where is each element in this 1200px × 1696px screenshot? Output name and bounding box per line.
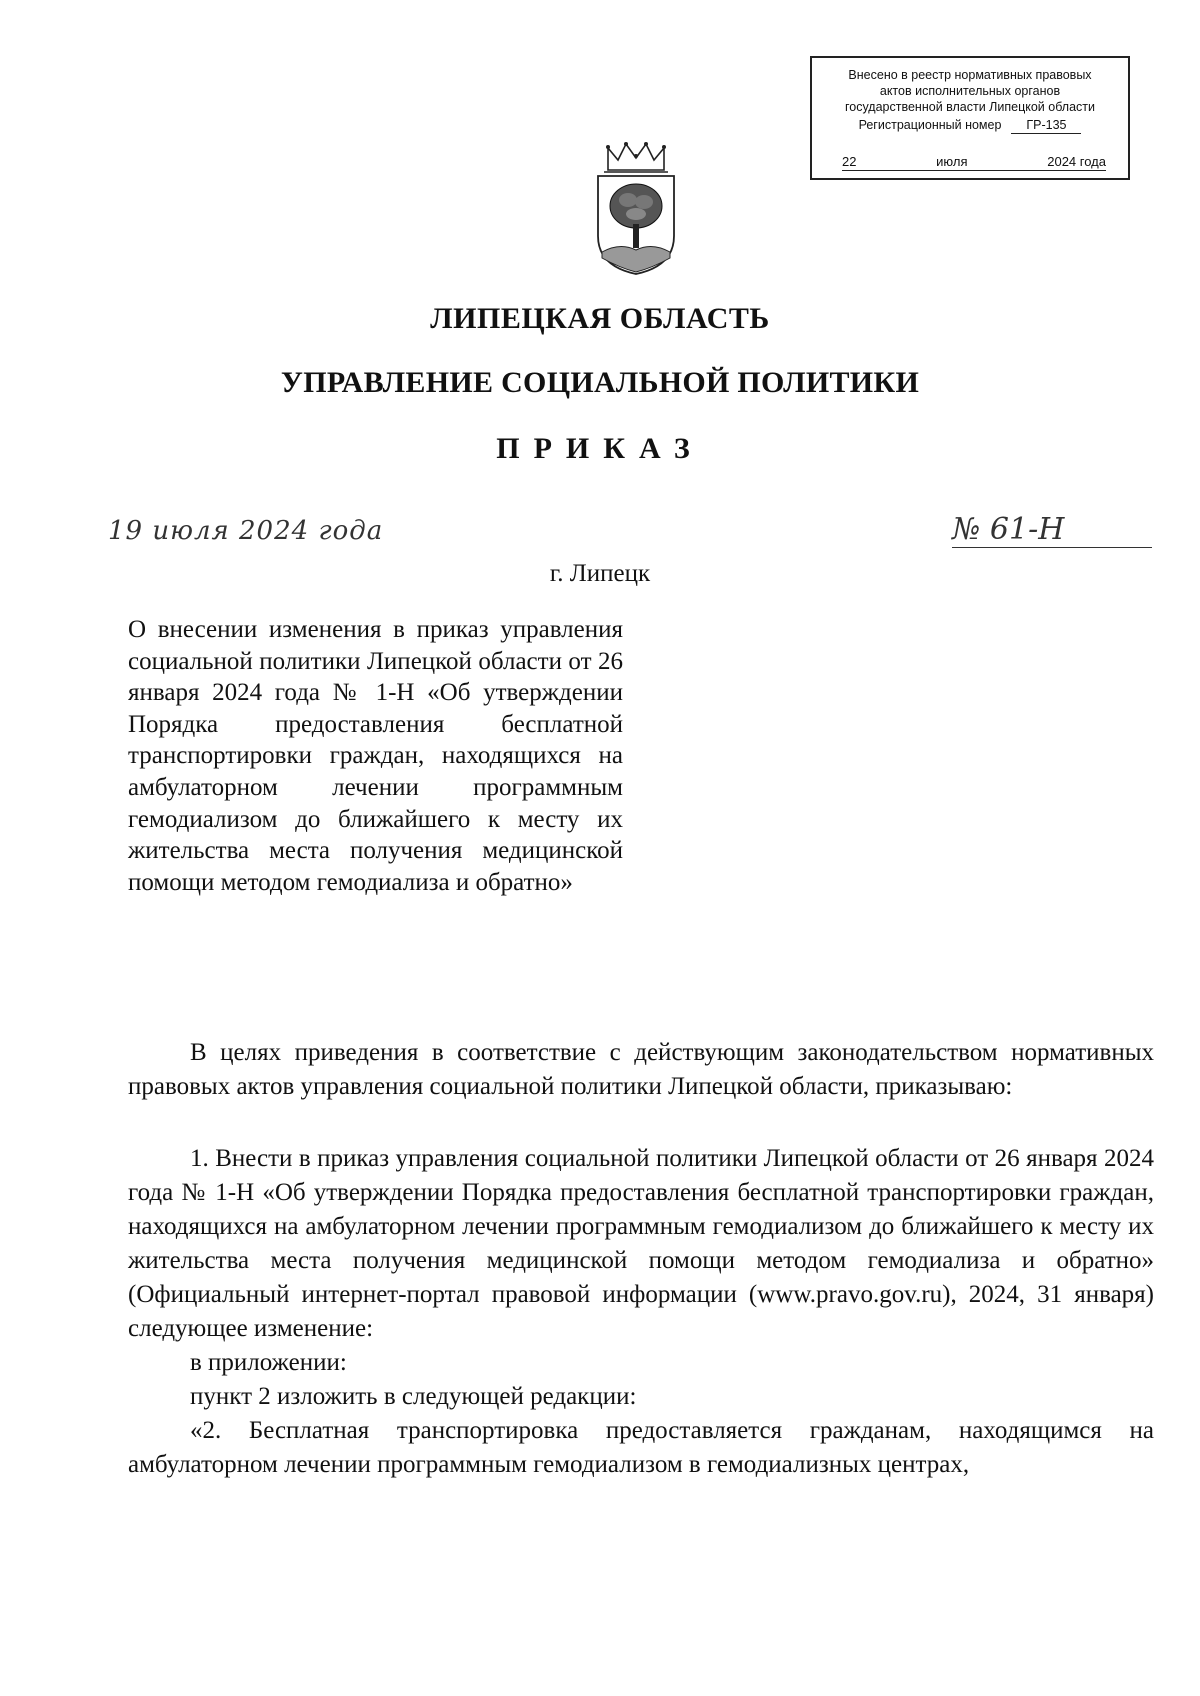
order-body — [128, 1036, 1154, 1482]
stamp-month: июля — [936, 154, 968, 169]
coat-of-arms-icon — [592, 140, 680, 278]
order-subject: О внесении изменения в приказ управления социальной политики Липецкой области от 26 января 2024 года № 1-Н «Об утверждении Порядка предоставления бесплатной транспортировки граждан, находящихся на амбулаторном лечении программным гемодиализом до ближайшего к месту их жительства места получения медицинской помощи методом гемодиализа и обратно» — [128, 616, 623, 896]
preamble-paragraph: В целях приведения в соответствие с действующим законодательством нормативных правовых актов управления социальной политики Липецкой области, приказываю: — [128, 1039, 1154, 1100]
stamp-date-row — [842, 154, 1106, 171]
handwritten-number: № 61-Н — [952, 512, 1152, 548]
stamp-reg-number: ГР-135 — [1011, 117, 1081, 134]
stamp-day: 22 — [842, 154, 857, 169]
in-appendix-paragraph: в приложении: — [190, 1349, 347, 1376]
stamp-line-3: государственной власти Липецкой области — [844, 100, 1096, 114]
point-2-text-paragraph: «2. Бесплатная транспортировка предоставляется гражданам, находящимся на амбулаторном лечении программным гемодиализом в гемодиализных центрах, — [128, 1417, 1154, 1478]
stamp-line-1: Внесено в реестр нормативных правовых — [848, 68, 1092, 82]
point-2-intro-paragraph: пункт 2 изложить в следующей редакции: — [190, 1383, 637, 1410]
region-title: ЛИПЕЦКАЯ ОБЛАСТЬ — [430, 302, 770, 335]
document-kind-title: ПРИКАЗ — [496, 432, 704, 465]
item-1-paragraph: 1. Внести в приказ управления социальной политики Липецкой области от 26 января 2024 года № 1-Н «Об утверждении Порядка предоставления бесплатной транспортировки граждан, находящихся на амбулаторном лечении программным гемодиализом до ближайшего к месту их жительства места получения медицинской помощи методом гемодиализа и обратно» (Официальный интернет-портал правовой информации (www.pravo.gov.ru), 2024, 31 января) следующее изменение: — [128, 1145, 1154, 1342]
department-title: УПРАВЛЕНИЕ СОЦИАЛЬНОЙ ПОЛИТИКИ — [280, 366, 920, 399]
handwritten-date: 19 июля 2024 года — [108, 516, 384, 546]
stamp-registration-row — [812, 117, 1128, 134]
stamp-year: 2024 года — [1047, 154, 1106, 169]
registry-stamp — [810, 56, 1130, 180]
stamp-line-2: актов исполнительных органов — [879, 84, 1061, 98]
stamp-reg-label: Регистрационный номер — [858, 118, 1002, 132]
city-line: г. Липецк — [549, 560, 651, 587]
